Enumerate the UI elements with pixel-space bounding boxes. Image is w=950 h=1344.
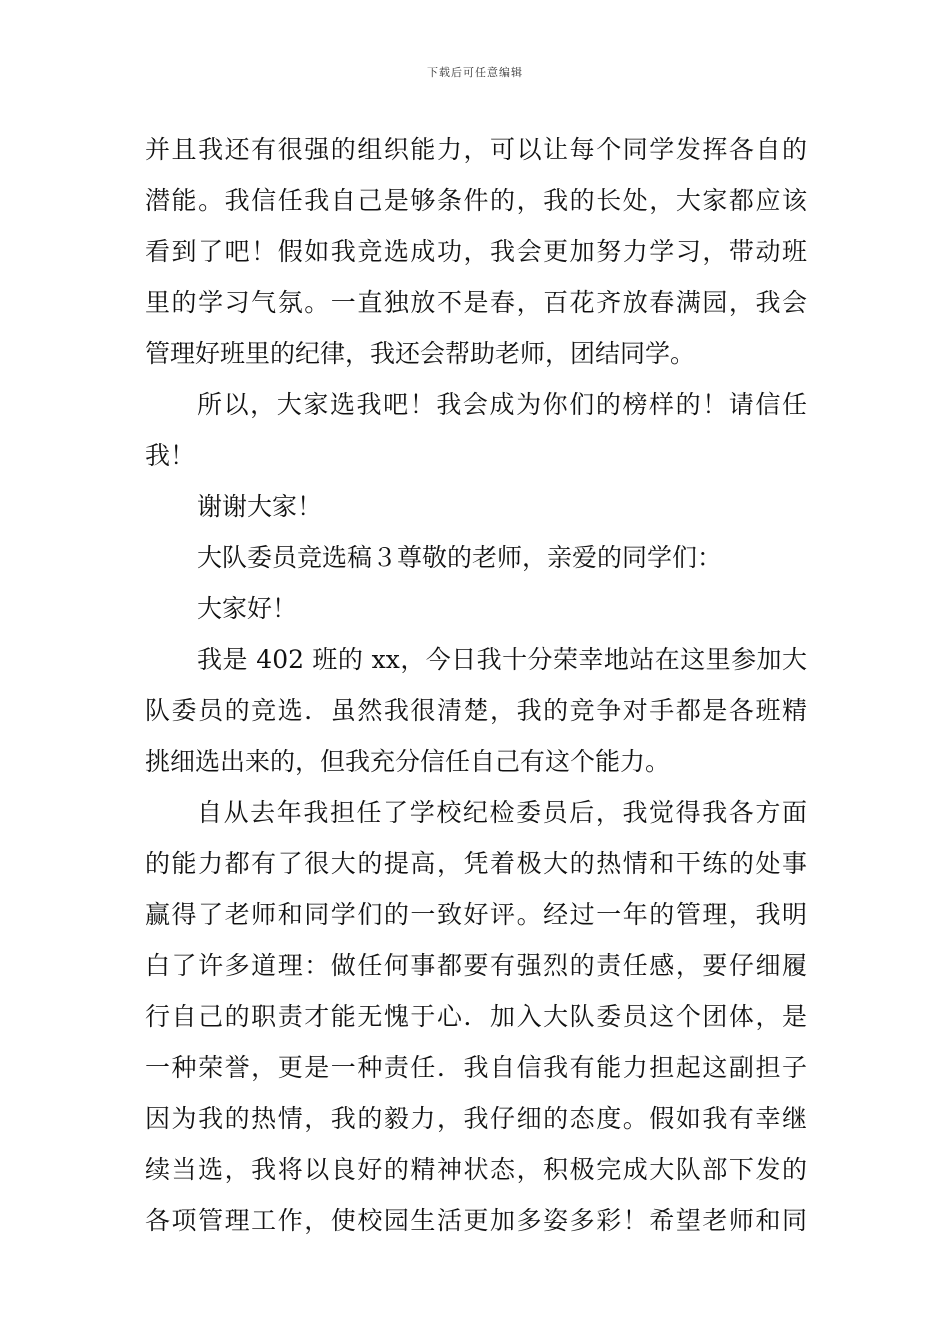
text-line: 并且我还有很强的组织能力，可以让每个同学发挥各自的 [145, 135, 807, 164]
paragraph-first-line: 谢谢大家！ [197, 492, 323, 521]
text-line: 白了许多道理：做任何事都要有强烈的责任感，要仔细履 [145, 951, 807, 980]
page-header: 下载后可任意编辑 [427, 66, 523, 79]
text-line: 挑细选出来的，但我充分信任自己有这个能力。 [145, 747, 671, 776]
text-line: 里的学习气氛。一直独放不是春，百花齐放春满园，我会 [145, 288, 807, 317]
paragraph-first-line: 自从去年我担任了学校纪检委员后，我觉得我各方面 [197, 798, 807, 827]
text-line: 因为我的热情，我的毅力，我仔细的态度。假如我有幸继 [145, 1104, 807, 1133]
text-line: 各项管理工作，使校园生活更加多姿多彩！希望老师和同 [145, 1206, 807, 1235]
text-line: 的能力都有了很大的提高，凭着极大的热情和干练的处事 [145, 849, 807, 878]
paragraph-first-line: 大家好！ [197, 594, 298, 623]
text-line: 续当选，我将以良好的精神状态，积极完成大队部下发的 [145, 1155, 807, 1184]
text-line: 一种荣誉，更是一种责任．我自信我有能力担起这副担子 [145, 1053, 807, 1082]
document-body [145, 124, 807, 1246]
text-line: 看到了吧！假如我竞选成功，我会更加努力学习，带动班 [145, 237, 807, 266]
paragraph-first-line: 我是 402 班的 xx，今日我十分荣幸地站在这里参加大 [197, 645, 807, 674]
text-line: 管理好班里的纪律，我还会帮助老师，团结同学。 [145, 339, 696, 368]
text-line: 赢得了老师和同学们的一致好评。经过一年的管理，我明 [145, 900, 807, 929]
text-line: 队委员的竞选．虽然我很清楚，我的竞争对手都是各班精 [145, 696, 807, 725]
text-line: 我！ [145, 441, 196, 470]
paragraph-first-line: 大队委员竞选稿３尊敬的老师，亲爱的同学们： [197, 543, 723, 572]
paragraph-first-line: 所以，大家选我吧！我会成为你们的榜样的！请信任 [197, 390, 807, 419]
text-line: 行自己的职责才能无愧于心．加入大队委员这个团体，是 [145, 1002, 807, 1031]
text-line: 潜能。我信任我自己是够条件的，我的长处，大家都应该 [145, 186, 807, 215]
